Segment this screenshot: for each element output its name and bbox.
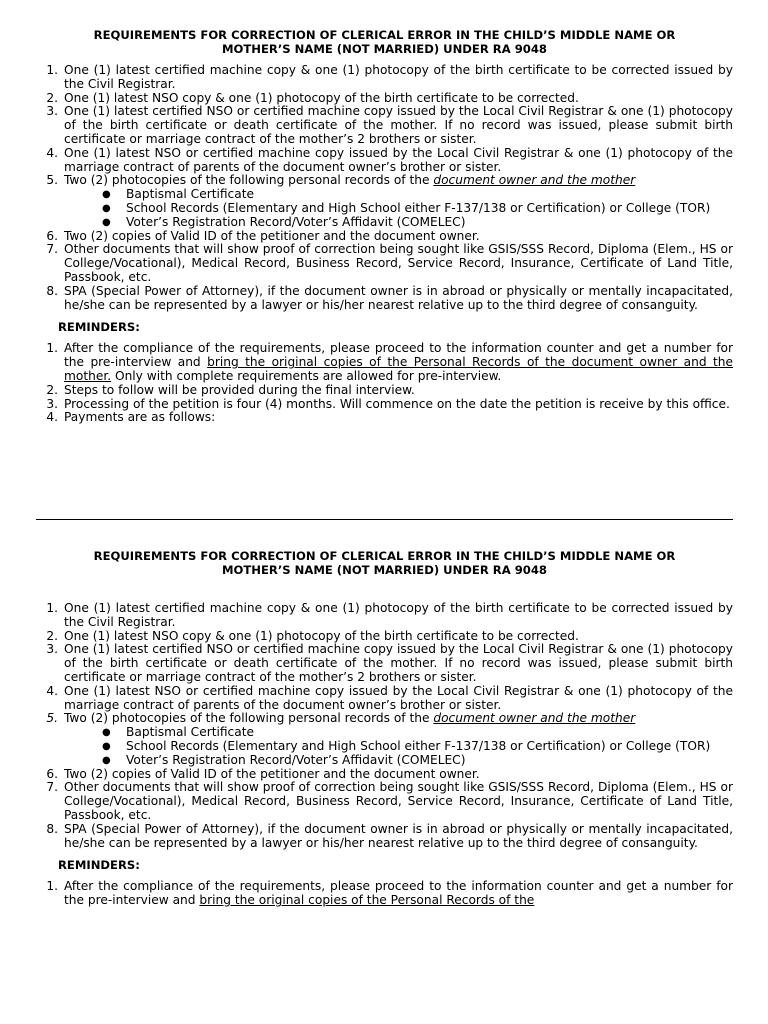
- requirement-item: 4. One (1) latest NSO or certified machine copy issued by the Local Civil Registrar & one (1) photocopy of the marriage contract of parents of the document owner’s brother or sister.: [46, 683, 733, 712]
- bullet-icon: ●: [102, 740, 111, 752]
- reminders-heading: REMINDERS:: [58, 858, 140, 873]
- document-copy-2: [36, 549, 733, 908]
- section-divider: [36, 519, 733, 520]
- reminder-item: 4. Payments are as follows:: [46, 410, 216, 425]
- page-title: REQUIREMENTS FOR CORRECTION OF CLERICAL ERROR IN THE CHILD’S MIDDLE NAME OR MOTHER’S NAME (NOT MARRIED) UNDER RA 9048: [93, 28, 676, 56]
- requirements-list-continued: [36, 768, 733, 851]
- emphasis-text: document owner and the mother: [433, 173, 636, 188]
- requirement-item: 6. Two (2) copies of Valid ID of the petitioner and the document owner.: [46, 228, 480, 243]
- requirement-item: 8. SPA (Special Power of Attorney), if the document owner is in abroad or physically or mentally incapacitated, he/she can be represented by a lawyer or his/her nearest relative up to the third degree of consanguity.: [46, 283, 733, 312]
- requirement-item: 2. One (1) latest NSO copy & one (1) photocopy of the birth certificate to be corrected.: [46, 90, 579, 105]
- bullet-icon: ●: [102, 754, 111, 766]
- requirements-list-continued: [36, 230, 733, 313]
- bullet-icon: ●: [102, 189, 111, 201]
- requirements-list: [36, 602, 733, 726]
- requirement-item: 5. Two (2) photocopies of the following personal records of the document owner and the mother: [46, 711, 636, 726]
- requirement-item: 3. One (1) latest certified NSO or certified machine copy issued by the Local Civil Registrar & one (1) photocopy of the birth certificate or death certificate of the mother. If no record was issued, please submit birth certificate or marriage contract of the mother’s 2 brothers or sister.: [46, 642, 733, 684]
- requirement-item: 4. One (1) latest NSO or certified machine copy issued by the Local Civil Registrar & one (1) photocopy of the marriage contract of parents of the document owner’s brother or sister.: [46, 145, 733, 174]
- requirement-item: 1. One (1) latest certified machine copy & one (1) photocopy of the birth certificate to be corrected issued by the Civil Registrar.: [46, 63, 733, 91]
- list-item: ● Voter’s Registration Record/Voter’s Affidavit (COMELEC): [102, 752, 466, 767]
- personal-records-list: [36, 188, 733, 229]
- personal-records-list: [36, 726, 733, 767]
- reminder-item: 2. Steps to follow will be provided during the final interview.: [46, 382, 415, 397]
- requirement-item: 2. One (1) latest NSO copy & one (1) photocopy of the birth certificate to be corrected.: [46, 628, 579, 643]
- requirement-item: 1. One (1) latest certified machine copy & one (1) photocopy of the birth certificate to be corrected issued by the Civil Registrar.: [46, 601, 733, 629]
- list-item: ● Voter’s Registration Record/Voter’s Affidavit (COMELEC): [102, 214, 466, 229]
- requirement-item: 7. Other documents that will show proof of correction being sought like GSIS/SSS Record, Diploma (Elem., HS or College/Vocational), Medical Record, Business Record, Service Record, Insurance, Certificate of Land Title, Passbook, etc.: [46, 780, 733, 822]
- document-copy-1: [36, 28, 733, 425]
- requirement-item: 7. Other documents that will show proof of correction being sought like GSIS/SSS Record, Diploma (Elem., HS or College/Vocational), Medical Record, Business Record, Service Record, Insurance, Certificate of Land Title, Passbook, etc.: [46, 242, 733, 284]
- bullet-icon: ●: [102, 202, 111, 214]
- requirements-list: [36, 64, 733, 188]
- reminder-item: 1. After the compliance of the requirements, please proceed to the information counter and get a number for the pre-interview and bring the original copies of the Personal Records of the document owner and the mother. Only with complete requirements are allowed for pre-interview.: [46, 341, 734, 383]
- bullet-icon: ●: [102, 216, 111, 228]
- list-item: ● Baptismal Certificate: [102, 725, 254, 740]
- reminders-list: [36, 342, 733, 425]
- requirement-item: 8. SPA (Special Power of Attorney), if the document owner is in abroad or physically or mentally incapacitated, he/she can be represented by a lawyer or his/her nearest relative up to the third degree of consanguity.: [46, 821, 733, 850]
- bullet-icon: ●: [102, 727, 111, 739]
- list-item: ● Baptismal Certificate: [102, 187, 254, 202]
- requirement-item: 5. Two (2) photocopies of the following personal records of the document owner and the mother: [46, 173, 636, 188]
- requirement-item: 6. Two (2) copies of Valid ID of the petitioner and the document owner.: [46, 766, 480, 781]
- list-item: ● School Records (Elementary and High School either F-137/138 or Certification) or College (TOR): [102, 738, 711, 753]
- reminder-item: 1. After the compliance of the requirements, please proceed to the information counter and get a number for the pre-interview and bring the original copies of the Personal Records of the: [46, 879, 733, 908]
- page-title: REQUIREMENTS FOR CORRECTION OF CLERICAL ERROR IN THE CHILD’S MIDDLE NAME OR MOTHER’S NAME (NOT MARRIED) UNDER RA 9048: [93, 549, 676, 577]
- reminders-list: [36, 880, 733, 908]
- reminders-heading: REMINDERS:: [58, 320, 140, 335]
- requirement-item: 3. One (1) latest certified NSO or certified machine copy issued by the Local Civil Registrar & one (1) photocopy of the birth certificate or death certificate of the mother. If no record was issued, please submit birth certificate or marriage contract of the mother’s 2 brothers or sister.: [46, 104, 733, 146]
- list-item: ● School Records (Elementary and High School either F-137/138 or Certification) or College (TOR): [102, 200, 711, 215]
- reminder-item: 3. Processing of the petition is four (4) months. Will commence on the date the petition is receive by this office.: [46, 396, 730, 411]
- emphasis-text: document owner and the mother: [433, 711, 636, 726]
